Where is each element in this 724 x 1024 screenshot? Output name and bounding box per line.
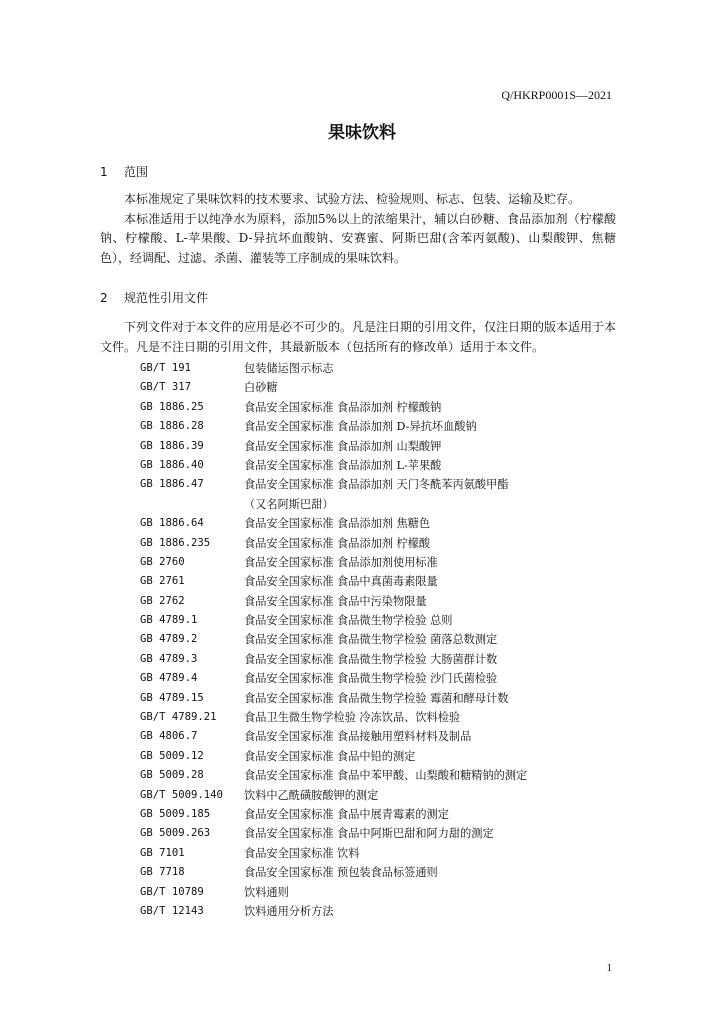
reference-title: 白砂糖 <box>244 381 278 395</box>
reference-code: GB 2761 <box>140 575 185 588</box>
reference-code: GB 5009.185 <box>140 807 211 820</box>
reference-title: 食品安全国家标准 食品微生物学检验 大肠菌群计数 <box>244 652 498 666</box>
reference-item <box>140 805 620 824</box>
reference-title: 包装储运图示标志 <box>244 362 334 375</box>
reference-item <box>140 592 620 611</box>
reference-item <box>140 747 620 766</box>
reference-title: 食品安全国家标准 食品中阿斯巴甜和阿力甜的测定 <box>244 827 494 841</box>
reference-code: GB 5009.28 <box>140 769 204 782</box>
reference-title: 食品安全国家标准 食品添加剂 柠檬酸钠 <box>244 400 442 414</box>
reference-title: 食品卫生微生物学检验 冷冻饮品、饮料检验 <box>244 711 461 725</box>
standard-code: Q/HKRP0001S—2021 <box>501 88 612 102</box>
reference-item <box>140 902 620 921</box>
reference-code: GB/T 10789 <box>140 885 204 898</box>
reference-title: 食品安全国家标准 食品微生物学检验 沙门氏菌检验 <box>244 672 498 686</box>
reference-title: 食品安全国家标准 食品添加剂 山梨酸钾 <box>244 439 442 453</box>
reference-title: 食品安全国家标准 食品添加剂使用标准 <box>244 555 438 569</box>
reference-title: 食品安全国家标准 食品中真菌毒素限量 <box>244 575 438 589</box>
reference-code: GB/T 12143 <box>140 904 204 917</box>
reference-item <box>140 611 620 630</box>
reference-code: GB/T 191 <box>140 362 192 374</box>
reference-code: GB 1886.40 <box>140 458 204 471</box>
reference-title: 食品安全国家标准 食品添加剂 柠檬酸 <box>244 536 431 550</box>
reference-title: 食品安全国家标准 食品添加剂 焦糖色 <box>244 517 431 531</box>
reference-code: GB 1886.235 <box>140 536 211 549</box>
reference-item <box>140 553 620 572</box>
reference-code: GB 4789.15 <box>140 691 204 704</box>
section-2-intro <box>100 318 616 357</box>
reference-code: GB 1886.25 <box>140 400 204 413</box>
reference-code <box>140 495 244 514</box>
reference-item <box>140 630 620 649</box>
reference-code: GB 1886.28 <box>140 420 204 433</box>
reference-item <box>140 689 620 708</box>
section-1-number: 1 <box>100 165 108 179</box>
reference-code: GB 1886.64 <box>140 517 204 530</box>
reference-item <box>140 475 620 494</box>
references-intro: 下列文件对于本文件的应用是必不可少的。凡是注日期的引用文件，仅注日期的版本适用于本文件。凡是不注日期的引用文件，其最新版本（包括所有的修改单）适用于本文件。 <box>100 320 617 354</box>
section-2-number: 2 <box>100 291 108 305</box>
reference-title: 食品安全国家标准 食品中铅的测定 <box>244 749 416 763</box>
reference-title: 食品安全国家标准 食品接触用塑料材料及制品 <box>244 730 472 744</box>
reference-code: GB 5009.263 <box>140 827 211 840</box>
reference-title: 食品安全国家标准 食品微生物学检验 菌落总数测定 <box>244 633 498 647</box>
reference-item <box>140 495 620 514</box>
reference-code: GB 4789.3 <box>140 652 198 665</box>
reference-item <box>140 534 620 553</box>
reference-list <box>140 359 620 921</box>
reference-item <box>140 359 620 378</box>
reference-title: 饮料中乙酰磺胺酸钾的测定 <box>244 788 379 802</box>
reference-code: GB 2760 <box>140 555 185 568</box>
reference-code: GB 4789.2 <box>140 633 198 646</box>
reference-title: 食品安全国家标准 食品微生物学检验 总则 <box>244 614 453 628</box>
reference-title: 食品安全国家标准 食品中苯甲酸、山梨酸和糖精钠的测定 <box>244 769 528 783</box>
section-1-body <box>100 190 616 268</box>
reference-item <box>140 572 620 591</box>
reference-item <box>140 766 620 785</box>
section-2-title: 规范性引用文件 <box>124 291 209 305</box>
scope-paragraph-1: 本标准规定了果味饮料的技术要求、试验方法、检验规则、标志、包装、运输及贮存。 <box>124 192 581 206</box>
reference-title: （又名阿斯巴甜） <box>244 497 334 511</box>
reference-code: GB/T 317 <box>140 381 192 394</box>
reference-title: 食品安全国家标准 食品添加剂 天门冬酰苯丙氨酸甲酯 <box>244 478 509 492</box>
reference-title: 饮料通则 <box>244 885 289 899</box>
reference-code: GB 1886.39 <box>140 439 204 452</box>
reference-item <box>140 417 620 436</box>
reference-item <box>140 669 620 688</box>
reference-code: GB 4789.4 <box>140 672 198 685</box>
reference-code: GB 1886.47 <box>140 478 204 491</box>
reference-item <box>140 378 620 397</box>
reference-title: 食品安全国家标准 饮料 <box>244 846 360 860</box>
section-2-heading <box>100 289 208 306</box>
page-number: 1 <box>606 962 612 974</box>
reference-title: 饮料通用分析方法 <box>244 904 334 918</box>
document-title: 果味饮料 <box>328 123 396 143</box>
reference-code: GB/T 4789.21 <box>140 711 217 724</box>
reference-item <box>140 398 620 417</box>
reference-title: 食品安全国家标准 食品添加剂 L-苹果酸 <box>244 458 442 472</box>
reference-item <box>140 786 620 805</box>
reference-title: 食品安全国家标准 食品中污染物限量 <box>244 594 427 608</box>
reference-item <box>140 824 620 843</box>
reference-title: 食品安全国家标准 食品添加剂 D-异抗坏血酸钠 <box>244 420 477 434</box>
reference-code: GB 7101 <box>140 846 185 859</box>
reference-code: GB 2762 <box>140 594 185 607</box>
reference-code: GB 4806.7 <box>140 730 198 743</box>
reference-item <box>140 456 620 475</box>
reference-code: GB 5009.12 <box>140 749 204 762</box>
reference-code: GB 4789.1 <box>140 614 198 627</box>
reference-item <box>140 708 620 727</box>
reference-title: 食品安全国家标准 食品中展青霉素的测定 <box>244 807 449 821</box>
reference-item <box>140 844 620 863</box>
section-1-heading <box>100 163 148 180</box>
reference-item <box>140 727 620 746</box>
section-1-title: 范围 <box>124 165 149 179</box>
reference-code: GB 7718 <box>140 866 185 879</box>
reference-item <box>140 863 620 882</box>
reference-item <box>140 514 620 533</box>
reference-title: 食品安全国家标准 食品微生物学检验 霉菌和酵母计数 <box>244 691 509 705</box>
reference-item <box>140 437 620 456</box>
scope-paragraph-2: 本标准适用于以纯净水为原料，添加5%以上的浓缩果汁，辅以白砂糖、食品添加剂（柠檬酸钠、柠檬酸、L-苹果酸、D-异抗坏血酸钠、安赛蜜、阿斯巴甜(含苯丙氨酸)、山梨酸钾、焦糖色），经调配、过滤、杀菌、灌装等工序制成的果味饮料。 <box>100 211 616 265</box>
reference-item <box>140 650 620 669</box>
reference-item <box>140 883 620 902</box>
reference-title: 食品安全国家标准 预包装食品标签通则 <box>244 866 438 880</box>
reference-code: GB/T 5009.140 <box>140 788 223 801</box>
